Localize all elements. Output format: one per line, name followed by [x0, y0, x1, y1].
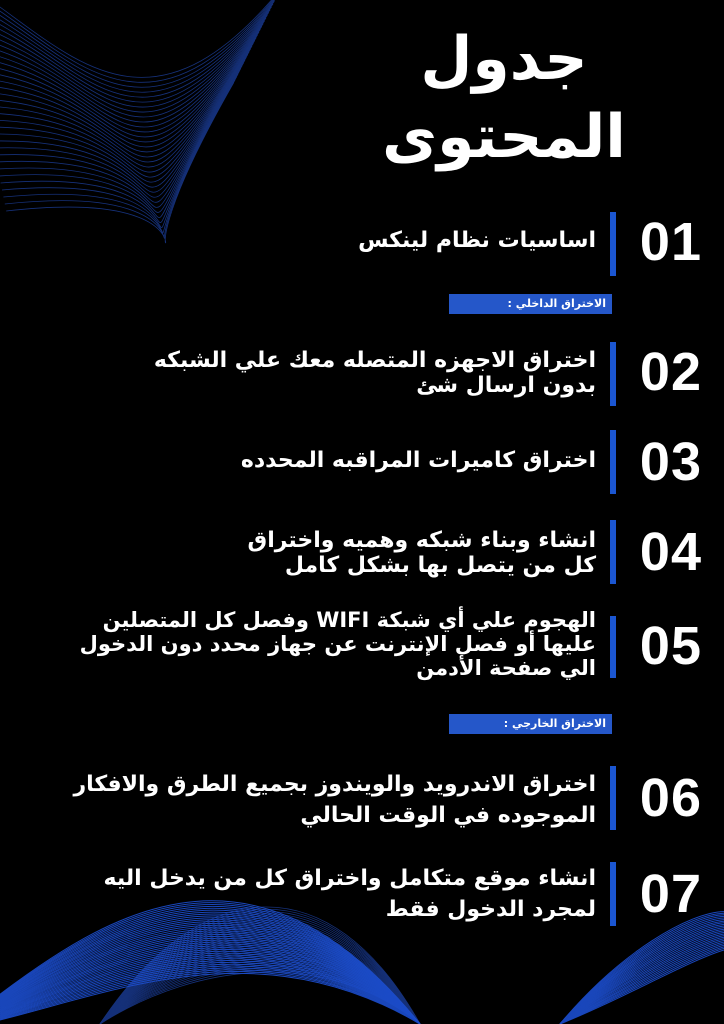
item-text	[154, 348, 596, 398]
item-line: اختراق الاندرويد والويندوز بجميع الطرق والافكار	[73, 772, 596, 797]
item-divider	[610, 430, 616, 494]
item-number: 03	[639, 432, 702, 492]
title-line-2: المحتوى	[382, 102, 626, 172]
item-text	[80, 608, 596, 680]
item-line: كل من يتصل بها بشكل كامل	[284, 553, 596, 578]
title-line-1: جدول	[420, 24, 588, 94]
section-label-external: الاختراق الخارجي :	[449, 714, 612, 734]
item-number: 01	[639, 212, 702, 272]
item-divider	[610, 766, 616, 830]
item-divider	[610, 212, 616, 276]
item-divider	[610, 520, 616, 584]
section-label-internal: الاختراق الداخلي :	[449, 294, 612, 314]
item-line: اختراق الاجهزه المتصله معك علي الشبكه	[153, 348, 596, 373]
item-text	[73, 772, 596, 828]
item-divider	[610, 342, 616, 406]
item-divider	[610, 616, 616, 678]
item-line: الموجوده في الوقت الحالي	[300, 803, 596, 828]
item-text	[358, 228, 596, 253]
item-line: اساسيات نظام لينكس	[358, 228, 596, 253]
item-line: الهجوم علي أي شبكة WIFI وفصل كل المتصلين	[102, 608, 596, 632]
item-line: انشاء موقع متكامل واختراق كل من يدخل اليه	[103, 866, 596, 891]
item-line: انشاء وبناء شبكه وهميه واختراق	[247, 528, 596, 553]
item-number: 06	[639, 768, 702, 828]
page-title	[354, 20, 654, 176]
item-number: 05	[639, 616, 702, 676]
item-text	[104, 866, 596, 922]
item-divider	[610, 862, 616, 926]
item-number: 02	[639, 342, 702, 402]
item-line: اختراق كاميرات المراقبه المحدده	[240, 448, 596, 473]
item-line: عليها أو فصل الإنترنت عن جهاز محدد دون الدخول	[79, 632, 596, 656]
item-number: 04	[639, 522, 702, 582]
item-line: الي صفحة الأدمن	[416, 656, 596, 680]
item-line: بدون ارسال شئ	[416, 373, 596, 398]
item-line: لمجرد الدخول فقط	[385, 897, 596, 922]
item-text	[241, 448, 596, 473]
item-number: 07	[639, 864, 702, 924]
item-text	[248, 528, 596, 578]
